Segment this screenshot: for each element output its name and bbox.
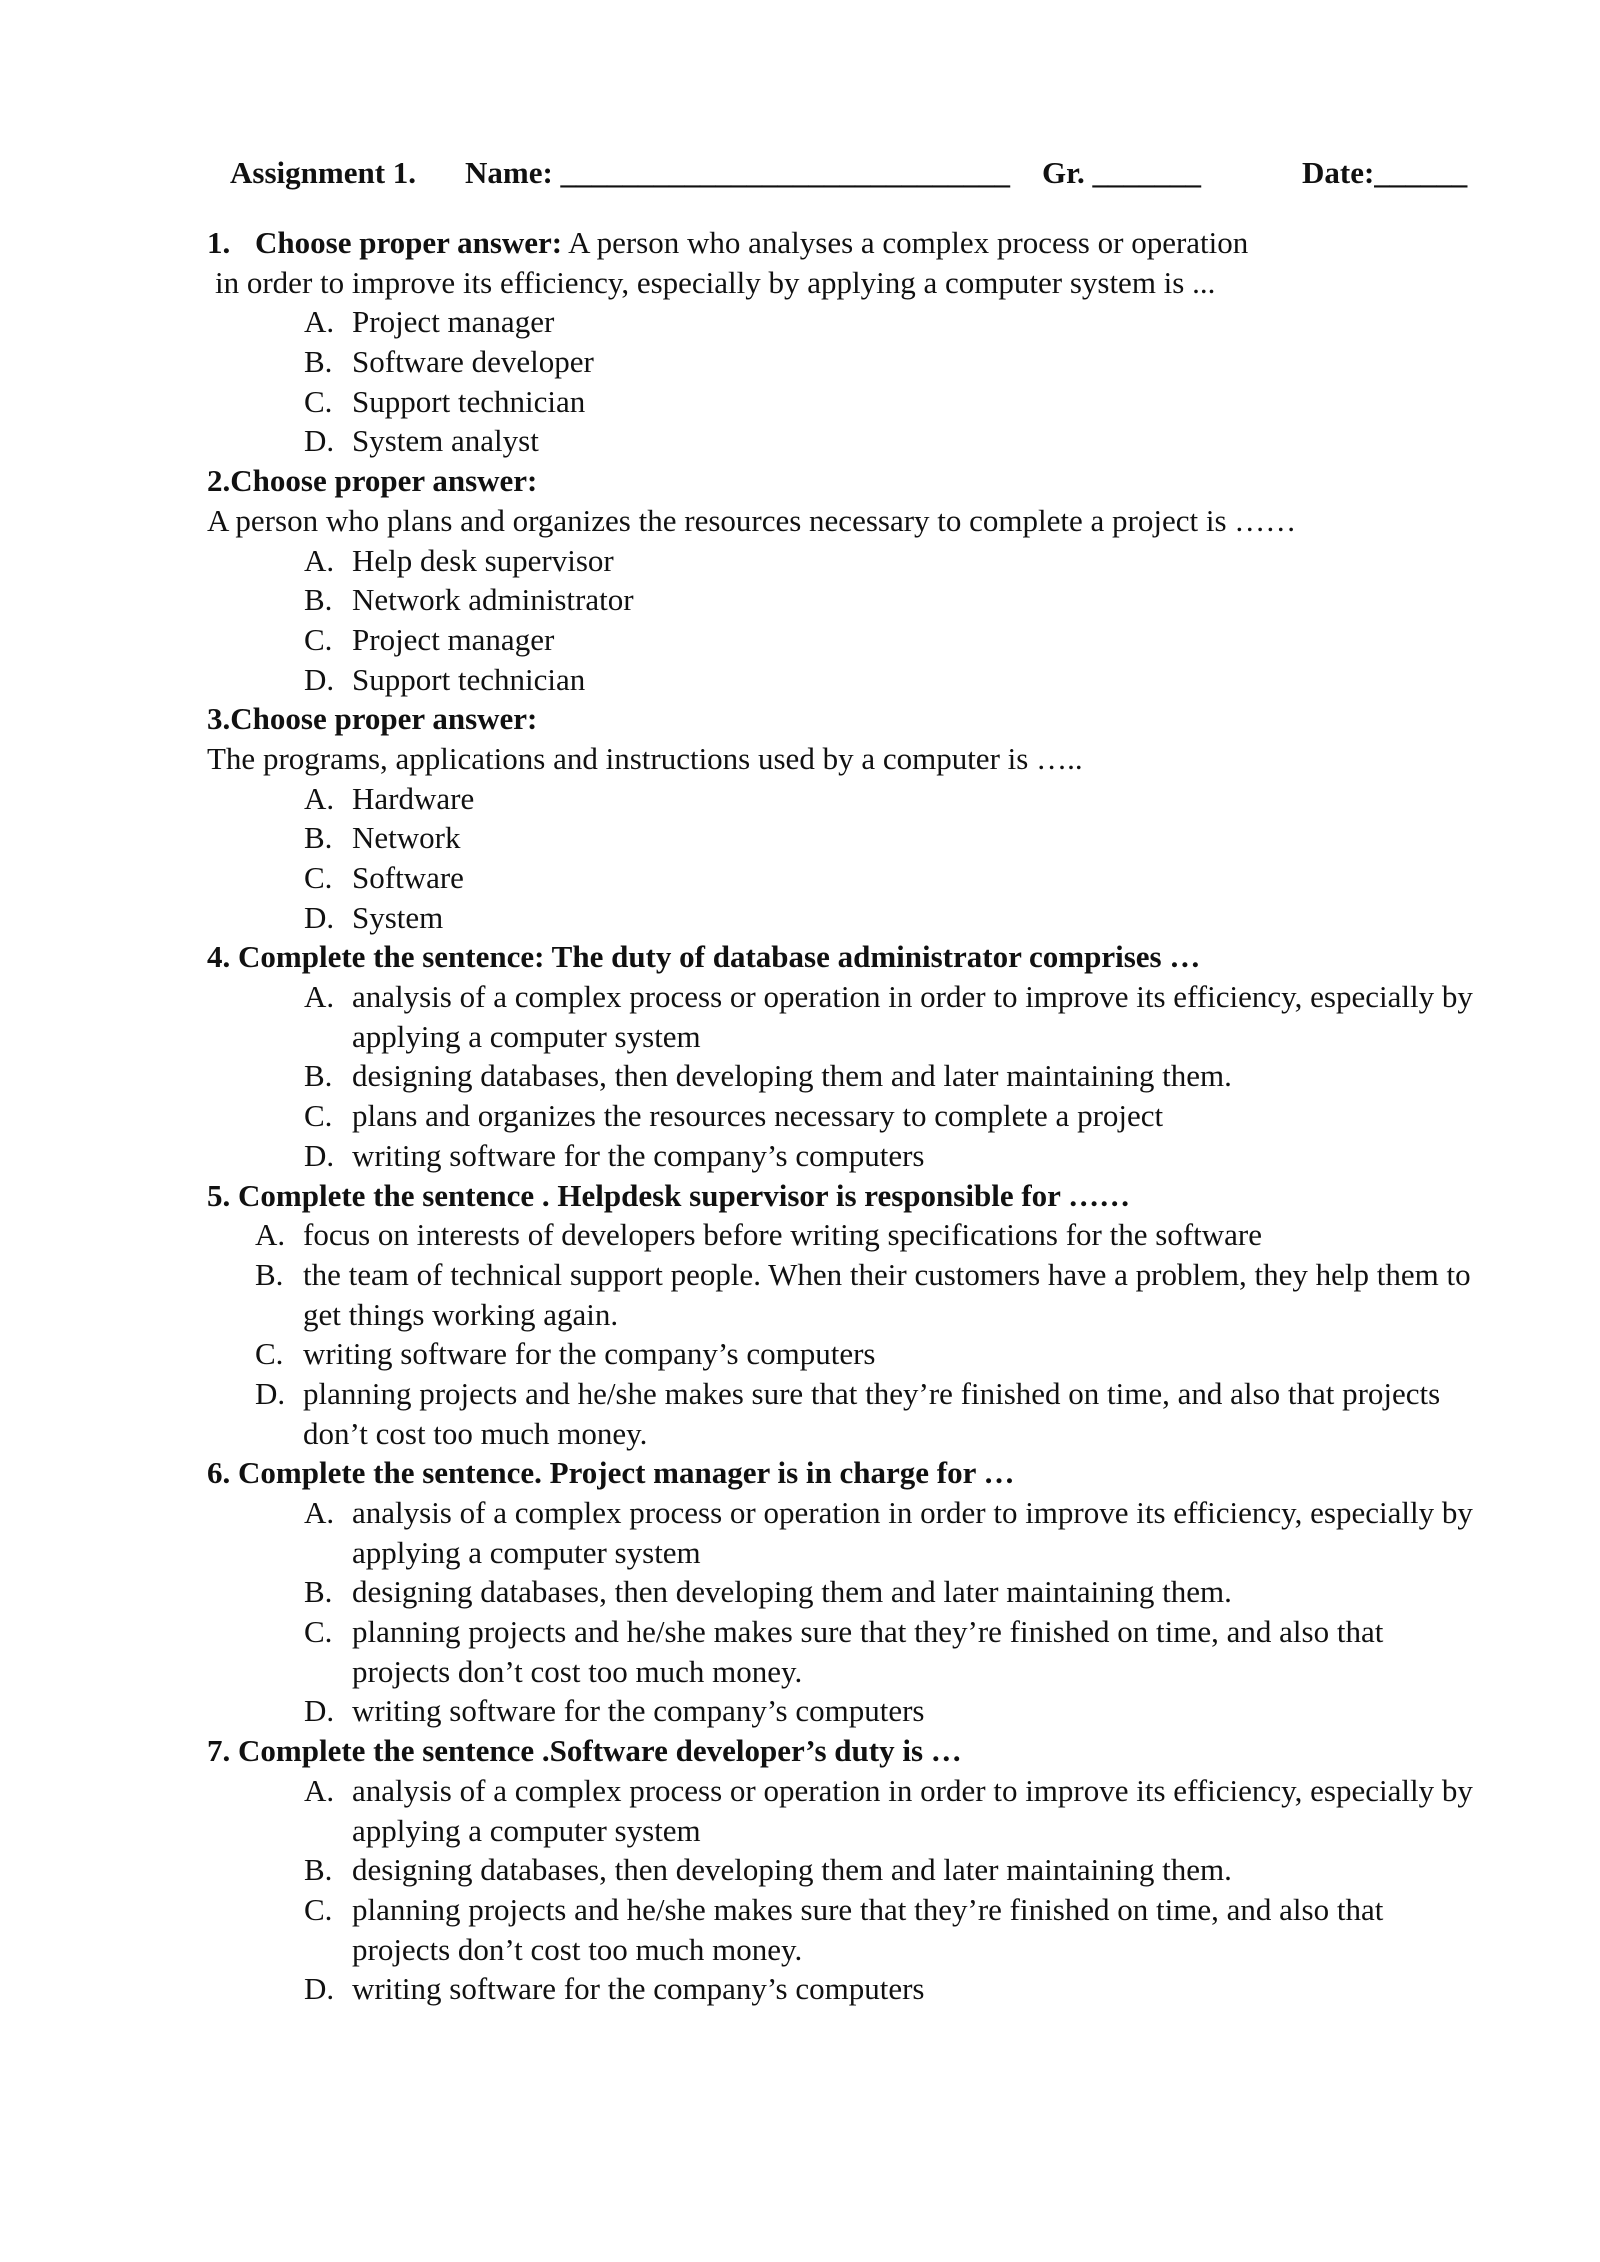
option-c-cont [304,1930,1537,1970]
option-letter: B. [304,344,333,380]
option-c [304,858,1537,898]
option-letter: A. [304,979,335,1015]
option-c [304,1096,1537,1136]
question-2-text: A person who plans and organizes the resources necessary to complete a project is …… [207,502,1297,538]
option-a [304,541,1537,581]
option-c [304,1890,1537,1930]
option-text: Software developer [352,344,594,380]
option-d [304,1969,1537,2009]
questions [207,223,1537,2009]
option-text: Project manager [352,621,555,657]
option-text: writing software for the company’s computers [303,1336,876,1372]
option-text-cont: get things working again. [303,1296,619,1332]
option-letter: A. [304,780,335,816]
option-b [304,1572,1537,1612]
option-text: Support technician [352,661,586,697]
question-7-heading: 7. Complete the sentence .Software developer’s duty is … [207,1733,962,1769]
option-c-cont [304,1652,1537,1692]
option-letter: D. [304,899,335,935]
option-text: planning projects and he/she makes sure that they’re finished on time, and also that projects [303,1375,1441,1411]
option-letter: D. [304,661,335,697]
option-text: plans and organizes the resources necessary to complete a project [352,1098,1164,1134]
option-text-cont: projects don’t cost too much money. [352,1931,803,1967]
option-text-cont: applying a computer system [352,1812,701,1848]
option-letter: C. [304,1098,333,1134]
option-b [304,1056,1537,1096]
option-b [255,1255,1537,1295]
question-1-label: Choose proper answer: [255,225,563,260]
option-text: Network [352,820,461,856]
option-letter: B. [304,820,333,856]
option-letter: C. [304,1614,333,1650]
question-6-heading: 6. Complete the sentence. Project manager is in charge for … [207,1455,1015,1491]
option-text: writing software for the company’s computers [352,1971,925,2007]
option-text-cont: projects don’t cost too much money. [352,1653,803,1689]
option-text: System [352,899,444,935]
date-field: Date:______ [1302,155,1468,190]
option-d-cont [255,1414,1537,1454]
option-d [304,421,1537,461]
option-text: planning projects and he/she makes sure that they’re finished on time, and also that [352,1891,1384,1927]
question-3-options [304,779,1537,938]
option-text: Software [352,860,464,895]
question-4-options [304,977,1537,1175]
option-text: Help desk supervisor [352,542,614,578]
option-letter: D. [304,1693,335,1729]
question-3-heading: 3.Choose proper answer: [207,701,538,737]
option-letter: C. [255,1336,284,1372]
option-letter: B. [304,1852,333,1888]
question-5-options [255,1215,1537,1453]
group-field: Gr. _______ [1042,155,1202,190]
option-letter: B. [255,1256,284,1292]
option-text: analysis of a complex process or operation in order to improve its efficiency, especially by [352,979,1473,1015]
question-7-options [304,1771,1537,2009]
question-1-text-cont: in order to improve its efficiency, especially by applying a computer system is ... [215,264,1216,300]
option-a [304,1493,1537,1533]
option-text-cont: don’t cost too much money. [303,1415,648,1451]
question-2-options [304,541,1537,700]
option-b [304,342,1537,382]
option-letter: C. [304,383,333,419]
option-text: Support technician [352,383,586,419]
option-letter: A. [304,1772,335,1808]
option-text: designing databases, then developing them and later maintaining them. [352,1058,1232,1094]
option-a-cont [304,1017,1537,1057]
option-c [304,620,1537,660]
option-letter: B. [304,582,333,618]
option-text: focus on interests of developers before writing specifications for the software [303,1217,1262,1253]
option-text: planning projects and he/she makes sure that they’re finished on time, and also that [352,1614,1384,1650]
option-letter: A. [304,542,335,578]
option-d [304,898,1537,938]
option-d [304,1691,1537,1731]
question-6-options [304,1493,1537,1731]
name-field: Name: _____________________________ [465,155,1011,190]
option-letter: D. [304,1971,335,2007]
option-letter: A. [255,1217,286,1253]
option-b [304,818,1537,858]
option-a [304,302,1537,342]
option-a [255,1215,1537,1255]
option-letter: B. [304,1058,333,1094]
option-b [304,580,1537,620]
option-c [304,1612,1537,1652]
option-text: analysis of a complex process or operation in order to improve its efficiency, especially by [352,1772,1473,1808]
question-1-heading [207,223,1537,263]
option-letter: A. [304,304,335,340]
option-text: designing databases, then developing them and later maintaining them. [352,1574,1232,1610]
option-text: designing databases, then developing them and later maintaining them. [352,1852,1232,1888]
assignment-title: Assignment 1. [230,155,417,190]
option-text: Hardware [352,780,475,816]
option-a-cont [304,1533,1537,1573]
option-letter: D. [304,423,335,459]
question-1-number: 1. [207,225,231,260]
option-letter: C. [304,621,333,657]
option-text-cont: applying a computer system [352,1018,701,1054]
option-b [304,1850,1537,1890]
option-letter: C. [304,1891,333,1927]
option-b-cont [255,1295,1537,1335]
option-a [304,977,1537,1017]
option-d [304,660,1537,700]
option-text: writing software for the company’s computers [352,1693,925,1729]
option-letter: C. [304,860,333,895]
option-c [304,382,1537,422]
option-letter: D. [304,1137,335,1173]
question-5-heading: 5. Complete the sentence . Helpdesk supervisor is responsible for …… [207,1177,1131,1213]
question-1-text: A person who analyses a complex process or operation [562,225,1249,260]
question-4-heading: 4. Complete the sentence: The duty of database administrator comprises … [207,939,1201,975]
option-text: writing software for the company’s computers [352,1137,925,1173]
option-text: Project manager [352,304,555,340]
option-d [255,1374,1537,1414]
question-2-heading: 2.Choose proper answer: [207,463,538,499]
option-letter: D. [255,1375,286,1411]
option-text: the team of technical support people. When their customers have a problem, they help them to [303,1256,1471,1292]
option-text-cont: applying a computer system [352,1534,701,1570]
question-1-options [304,302,1537,461]
option-text: System analyst [352,423,539,459]
question-3-text: The programs, applications and instructions used by a computer is ….. [207,740,1083,776]
option-letter: B. [304,1574,333,1610]
option-text: Network administrator [352,582,634,618]
option-letter: A. [304,1495,335,1530]
option-text: analysis of a complex process or operation in order to improve its efficiency, especially by [352,1495,1473,1530]
option-c [255,1334,1537,1374]
option-a [304,1771,1537,1811]
option-d [304,1136,1537,1176]
option-a-cont [304,1811,1537,1851]
option-a [304,779,1537,819]
